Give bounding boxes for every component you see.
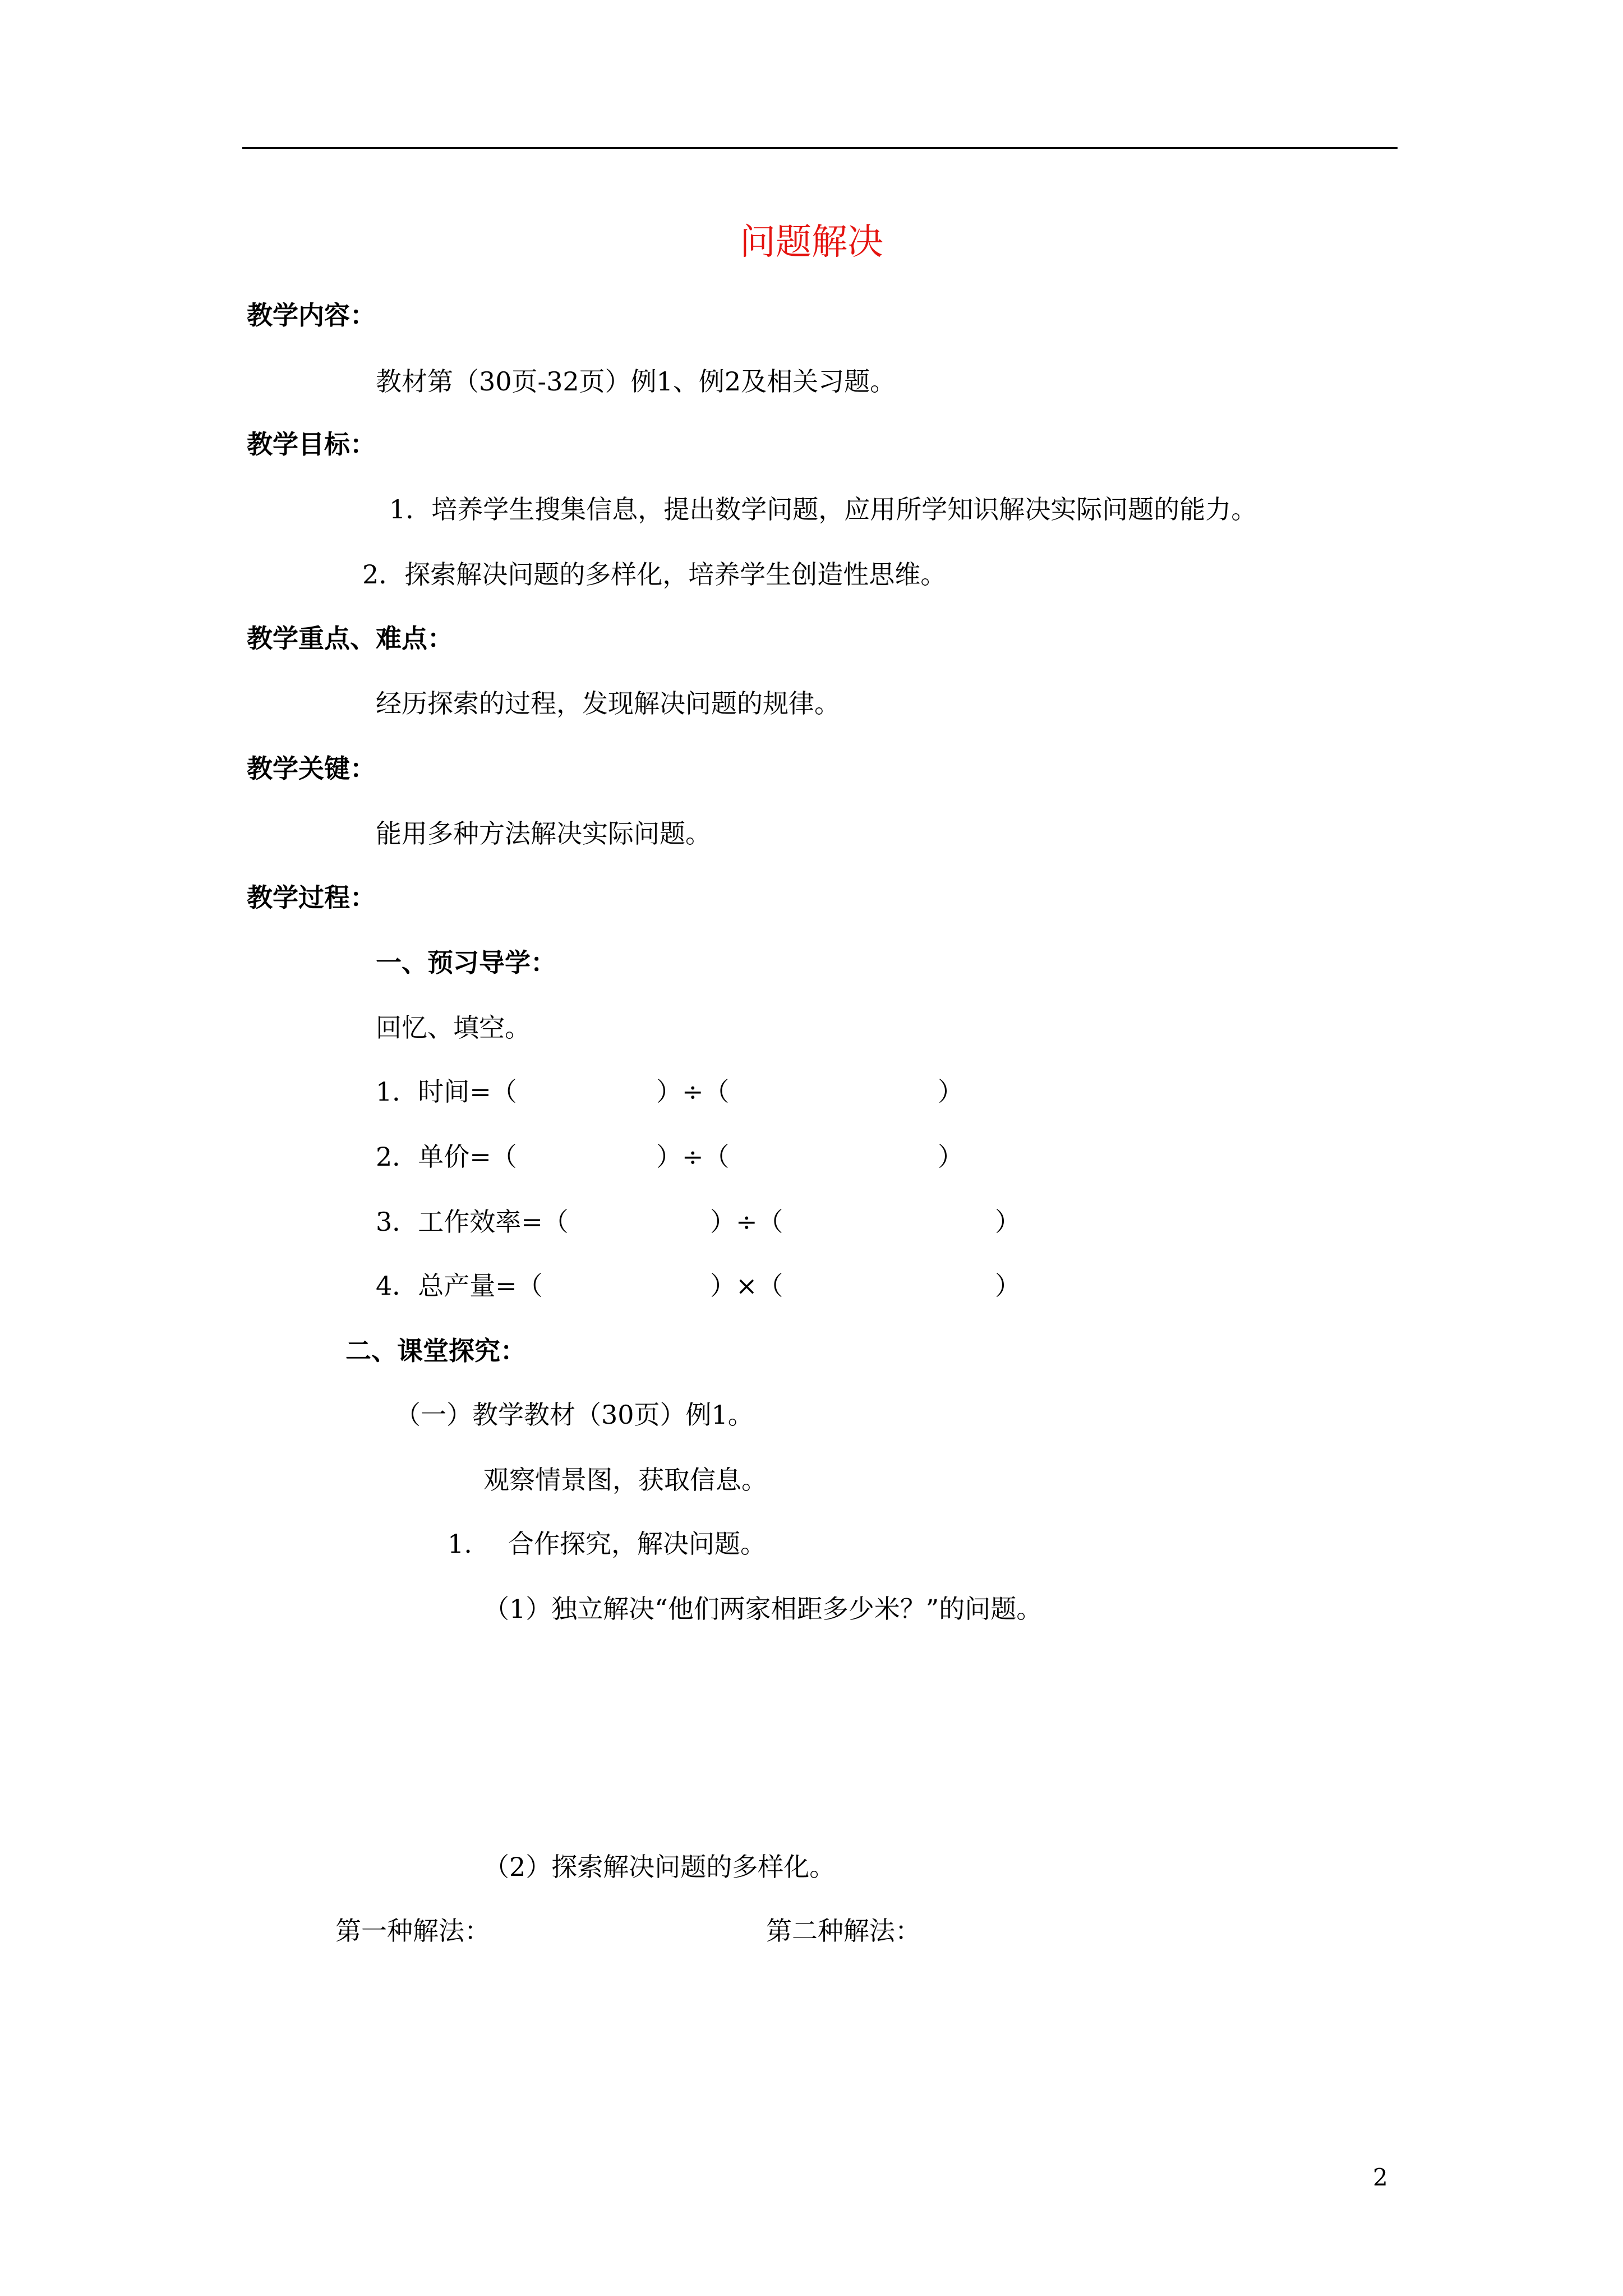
question-1: （1）独立解决“他们两家相距多少米？”的问题。 — [483, 1594, 1043, 1624]
fill-in-label: 3．工作效率=（ — [376, 1207, 569, 1237]
goal-item-1: 1．培养学生搜集信息，提出数学问题，应用所学知识解决实际问题的能力。 — [389, 494, 1257, 524]
content-text: 教材第（30页-32页）例1、例2及相关习题。 — [376, 366, 896, 397]
page-title: 问题解决 — [740, 222, 883, 263]
fill-in-operator: ）÷（ — [710, 1207, 783, 1237]
goal-heading: 教学目标： — [247, 429, 376, 459]
fill-in-operator: ）÷（ — [656, 1076, 730, 1107]
fill-in-operator: ）×（ — [710, 1271, 783, 1301]
page-number: 2 — [1373, 2164, 1388, 2191]
header-rule — [242, 147, 1398, 149]
fill-in-close: ） — [995, 1271, 1021, 1301]
goal-item-2: 2．探索解决问题的多样化，培养学生创造性思维。 — [362, 559, 947, 590]
fill-in-operator: ）÷（ — [656, 1142, 730, 1172]
crux-heading: 教学关键： — [247, 753, 376, 784]
content-heading: 教学内容： — [247, 300, 376, 330]
step-number: 1. — [448, 1529, 472, 1559]
explore-observe: 观察情景图，获取信息。 — [483, 1465, 767, 1495]
fill-in-label: 2．单价=（ — [376, 1142, 517, 1172]
step-text: 合作探究，解决问题。 — [508, 1529, 766, 1559]
preview-intro: 回忆、填空。 — [376, 1013, 531, 1043]
fill-in-label: 4．总产量=（ — [376, 1271, 543, 1301]
fill-in-close: ） — [995, 1207, 1021, 1237]
process-heading: 教学过程： — [247, 882, 376, 913]
explore-part-1: （一）教学教材（30页）例1。 — [395, 1400, 754, 1430]
question-2: （2）探索解决问题的多样化。 — [483, 1852, 836, 1882]
key-heading: 教学重点、难点： — [247, 623, 453, 654]
method-1-label: 第一种解法： — [335, 1916, 490, 1946]
preview-heading: 一、预习导学： — [376, 947, 556, 978]
explore-heading: 二、课堂探究： — [345, 1336, 526, 1366]
fill-in-close: ） — [938, 1076, 963, 1107]
key-text: 经历探索的过程，发现解决问题的规律。 — [376, 688, 840, 719]
crux-text: 能用多种方法解决实际问题。 — [376, 818, 711, 849]
fill-in-label: 1．时间=（ — [376, 1076, 517, 1107]
fill-in-close: ） — [938, 1142, 963, 1172]
method-2-label: 第二种解法： — [766, 1916, 921, 1946]
